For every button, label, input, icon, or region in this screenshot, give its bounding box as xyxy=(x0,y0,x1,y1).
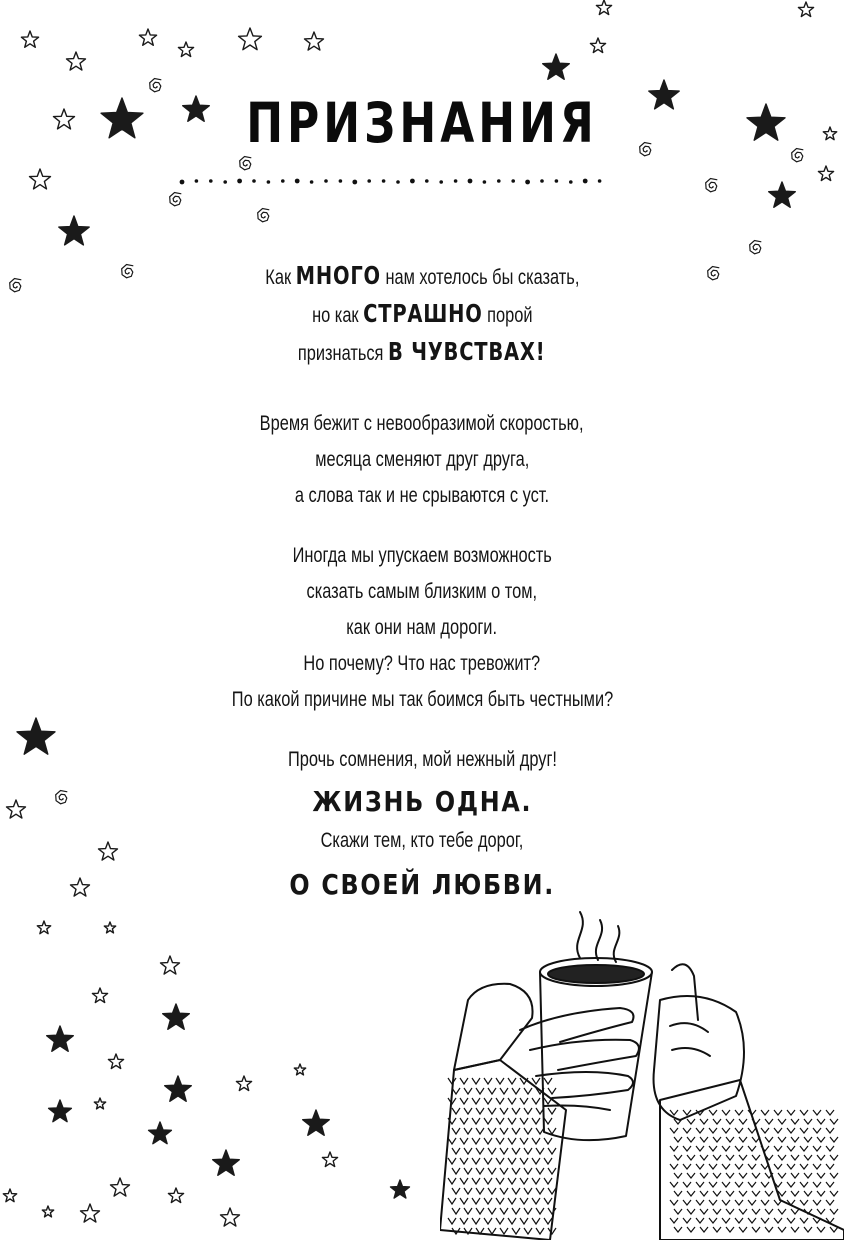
closing-love: О СВОЕЙ ЛЮБВИ. xyxy=(289,868,555,901)
divider-dot xyxy=(583,179,588,184)
divider-dot xyxy=(267,180,271,184)
dotted-divider xyxy=(178,174,606,188)
divider-dot xyxy=(209,179,213,183)
star-icon xyxy=(37,921,50,934)
chance-paragraph xyxy=(0,538,844,718)
star-icon xyxy=(92,988,107,1003)
filled-star-icon xyxy=(303,1110,330,1135)
star-icon xyxy=(104,922,115,933)
spiral-icon xyxy=(706,179,718,192)
divider-dot xyxy=(468,179,473,184)
closing-paragraph xyxy=(0,742,844,906)
filled-star-icon xyxy=(543,54,570,79)
filled-star-icon xyxy=(163,1004,190,1029)
emphasis-feelings: В ЧУВСТВАХ! xyxy=(388,337,546,366)
star-icon xyxy=(590,38,605,53)
divider-dot xyxy=(425,179,429,183)
filled-star-icon xyxy=(769,182,796,207)
filled-star-icon xyxy=(213,1150,240,1175)
divider-dot xyxy=(237,179,242,184)
spiral-icon xyxy=(258,209,270,222)
star-icon xyxy=(236,1076,251,1091)
intro-paragraph xyxy=(0,258,844,372)
time-line-1: Время бежит с невообразимой скоростью, xyxy=(260,412,584,435)
divider-dot xyxy=(454,179,458,183)
star-icon xyxy=(81,1204,100,1222)
filled-star-icon xyxy=(47,1026,74,1051)
divider-dot xyxy=(252,179,256,183)
star-icon xyxy=(67,52,86,70)
divider-dot xyxy=(281,179,285,183)
divider-dot xyxy=(410,179,415,184)
filled-star-icon xyxy=(49,1100,72,1122)
star-icon xyxy=(21,31,38,47)
closing-life-one: ЖИЗНЬ ОДНА. xyxy=(312,785,532,818)
divider-dot xyxy=(223,180,227,184)
star-icon xyxy=(221,1208,240,1226)
page-title: ПРИЗНАНИЯ xyxy=(246,92,598,156)
filled-star-icon xyxy=(59,216,89,245)
divider-dot xyxy=(382,179,386,183)
filled-star-icon xyxy=(149,1122,172,1144)
divider-dot xyxy=(295,179,300,184)
chance-line-5: По какой причине мы так боимся быть честными? xyxy=(231,688,613,711)
steam-icon xyxy=(577,912,619,962)
divider-dot xyxy=(195,179,199,183)
star-icon xyxy=(111,1178,130,1196)
closing-line-3: Скажи тем, кто тебе дорог, xyxy=(320,829,524,852)
star-icon xyxy=(322,1152,337,1167)
divider-dot xyxy=(180,180,185,185)
star-icon xyxy=(798,2,813,17)
divider-dot xyxy=(525,180,530,185)
star-icon xyxy=(294,1064,305,1075)
star-icon xyxy=(139,29,156,45)
star-icon xyxy=(108,1054,123,1069)
hands-holding-mug-illustration xyxy=(440,900,844,1240)
filled-star-icon xyxy=(391,1180,410,1198)
divider-dot xyxy=(511,179,515,183)
spiral-icon xyxy=(750,241,762,254)
divider-dot xyxy=(324,179,328,183)
divider-dot xyxy=(367,179,371,183)
divider-dot xyxy=(439,180,443,184)
time-line-2: месяца сменяют друг друга, xyxy=(314,448,530,471)
star-icon xyxy=(178,42,193,57)
star-icon xyxy=(42,1206,53,1217)
time-line-3: а слова так и не срываются с уст. xyxy=(294,484,550,507)
chance-line-1: Иногда мы упускаем возможность xyxy=(292,544,552,567)
divider-dot xyxy=(569,180,573,184)
emphasis-scary: СТРАШНО xyxy=(362,299,483,328)
chance-line-3: как они нам дороги. xyxy=(346,616,498,639)
star-icon xyxy=(161,956,180,974)
star-icon xyxy=(94,1098,105,1109)
filled-star-icon xyxy=(165,1076,192,1101)
spiral-icon xyxy=(150,79,162,92)
spiral-icon xyxy=(170,193,182,206)
closing-line-1: Прочь сомнения, мой нежный друг! xyxy=(287,748,557,771)
star-icon xyxy=(818,166,833,181)
spiral-icon xyxy=(240,157,252,170)
divider-dot xyxy=(396,180,400,184)
divider-dot xyxy=(555,179,559,183)
star-icon xyxy=(3,1189,16,1202)
divider-dot xyxy=(598,179,602,183)
intro-line-2: но как СТРАШНО порой xyxy=(311,299,533,328)
chance-line-2: сказать самым близким о том, xyxy=(306,580,538,603)
divider-dot xyxy=(497,179,501,183)
intro-line-3: признаться В ЧУВСТВАХ! xyxy=(298,337,546,366)
divider-dot xyxy=(483,180,487,184)
star-icon xyxy=(239,28,262,50)
divider-dot xyxy=(352,180,357,185)
emphasis-many: МНОГО xyxy=(295,261,381,290)
star-icon xyxy=(596,0,611,15)
star-icon xyxy=(30,169,51,189)
divider-dot xyxy=(540,179,544,183)
divider-dot xyxy=(310,180,314,184)
chance-line-4: Но почему? Что нас тревожит? xyxy=(303,652,541,675)
time-paragraph xyxy=(0,406,844,514)
divider-dot xyxy=(339,179,343,183)
star-icon xyxy=(168,1188,183,1203)
intro-line-1: Как МНОГО нам хотелось бы сказать, xyxy=(264,261,580,290)
star-icon xyxy=(305,32,324,50)
